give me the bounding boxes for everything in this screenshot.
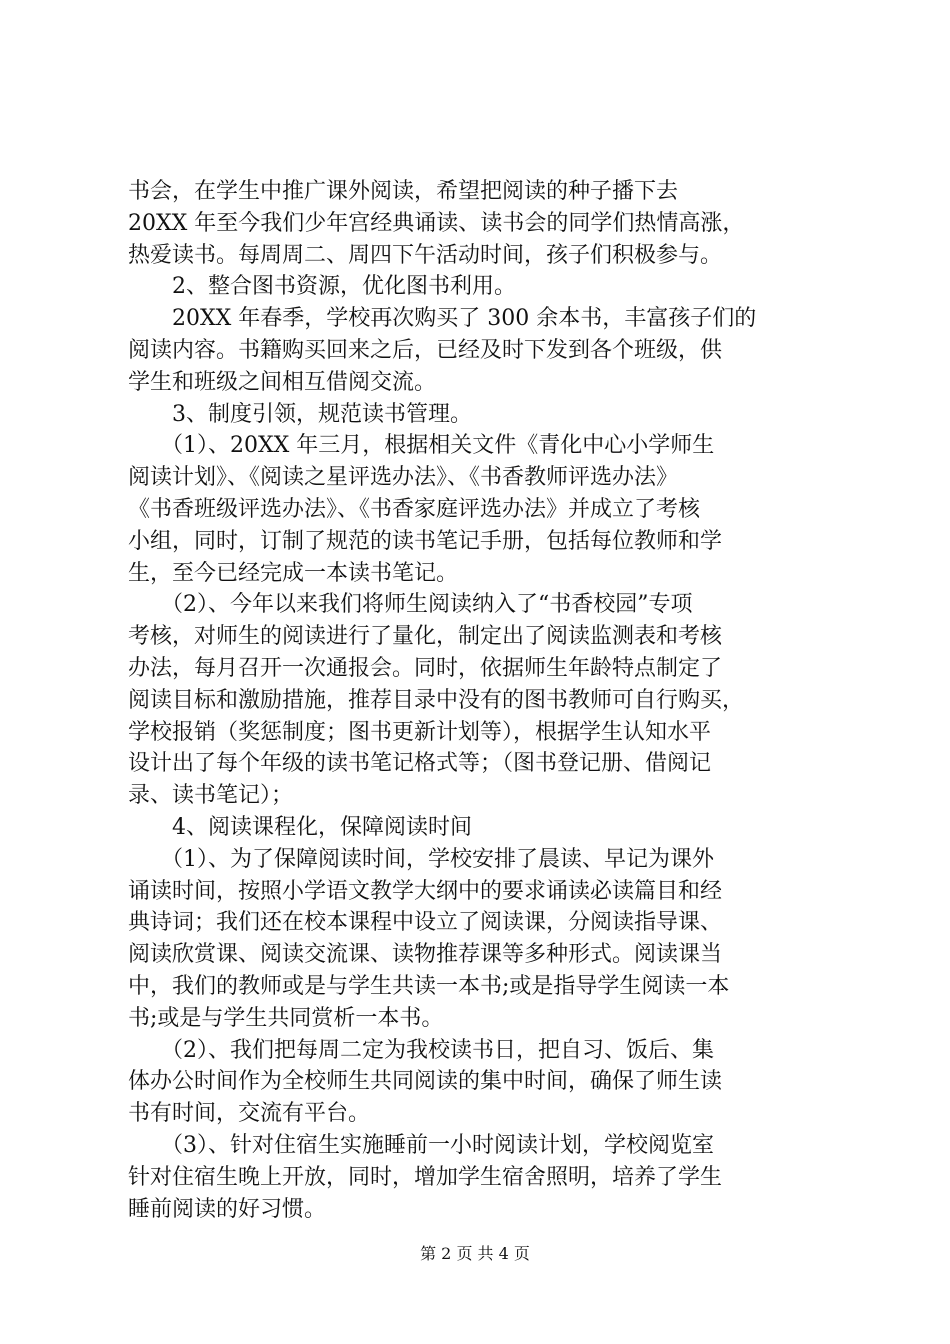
text-line: 针对住宿生晚上开放，同时，增加学生宿舍照明，培养了学生 — [128, 1164, 723, 1190]
text-line: 考核，对师生的阅读进行了量化，制定出了阅读监测表和考核 — [128, 624, 723, 650]
text-line: 书有时间，交流有平台。 — [128, 1101, 371, 1127]
text-line: 设计出了每个年级的读书笔记格式等；（图书登记册、借阅记 — [128, 751, 712, 777]
text-line: 学生和班级之间相互借阅交流。 — [128, 369, 437, 395]
text-line: 睡前阅读的好习惯。 — [128, 1196, 327, 1222]
document-body — [128, 176, 828, 1225]
text-line: 20XX 年春季，学校再次购买了 300 余本书，丰富孩子们的 — [128, 306, 757, 332]
text-line: 《书香班级评选办法》、《书香家庭评选办法》并成立了考核 — [128, 496, 701, 522]
text-line: 小组，同时，订制了规范的读书笔记手册，包括每位教师和学 — [128, 528, 723, 554]
page-footer: 第 2 页 共 4 页 — [420, 1244, 530, 1263]
text-line: 典诗词；我们还在校本课程中设立了阅读课，分阅读指导课、 — [128, 910, 723, 936]
text-line: 阅读计划》、《阅读之星评选办法》、《书香教师评选办法》 — [128, 465, 679, 491]
text-line: （2）、今年以来我们将师生阅读纳入了“书香校园”专项 — [128, 592, 693, 618]
text-line: 中，我们的教师或是与学生共读一本书;或是指导学生阅读一本 — [128, 973, 730, 999]
text-line: 录、读书笔记）； — [128, 783, 294, 809]
text-line: 20XX 年至今我们少年宫经典诵读、读书会的同学们热情高涨， — [128, 210, 745, 236]
text-line: 诵读时间，按照小学语文教学大纲中的要求诵读必读篇目和经 — [128, 878, 723, 904]
text-line: 体办公时间作为全校师生共同阅读的集中时间，确保了师生读 — [128, 1069, 723, 1095]
text-line: （1）、20XX 年三月，根据相关文件《青化中心小学师生 — [128, 433, 715, 459]
text-line: 3、制度引领，规范读书管理。 — [128, 401, 472, 427]
text-line: 4、阅读课程化，保障阅读时间 — [128, 814, 472, 840]
text-line: 书;或是与学生共同赏析一本书。 — [128, 1005, 444, 1031]
text-line: 阅读目标和激励措施，推荐目录中没有的图书教师可自行购买， — [128, 687, 745, 713]
text-line: 阅读内容。书籍购买回来之后，已经及时下发到各个班级，供 — [128, 337, 723, 363]
text-line: 2、整合图书资源，优化图书利用。 — [128, 274, 516, 300]
text-line: 阅读欣赏课、阅读交流课、读物推荐课等多种形式。阅读课当 — [128, 942, 723, 968]
text-line: 生，至今已经完成一本读书笔记。 — [128, 560, 459, 586]
text-line: 热爱读书。每周周二、周四下午活动时间，孩子们积极参与。 — [128, 242, 723, 268]
text-line: 办法，每月召开一次通报会。同时，依据师生年龄特点制定了 — [128, 655, 723, 681]
text-line: （2）、我们把每周二定为我校读书日，把自习、饭后、集 — [128, 1037, 714, 1063]
text-line: 书会，在学生中推广课外阅读，希望把阅读的种子播下去 — [128, 179, 679, 204]
text-line: （3）、针对住宿生实施睡前一小时阅读计划，学校阅览室 — [128, 1132, 714, 1158]
text-line: 学校报销（奖惩制度；图书更新计划等），根据学生认知水平 — [128, 719, 712, 745]
text-line: （1）、为了保障阅读时间，学校安排了晨读、早记为课外 — [128, 846, 714, 872]
